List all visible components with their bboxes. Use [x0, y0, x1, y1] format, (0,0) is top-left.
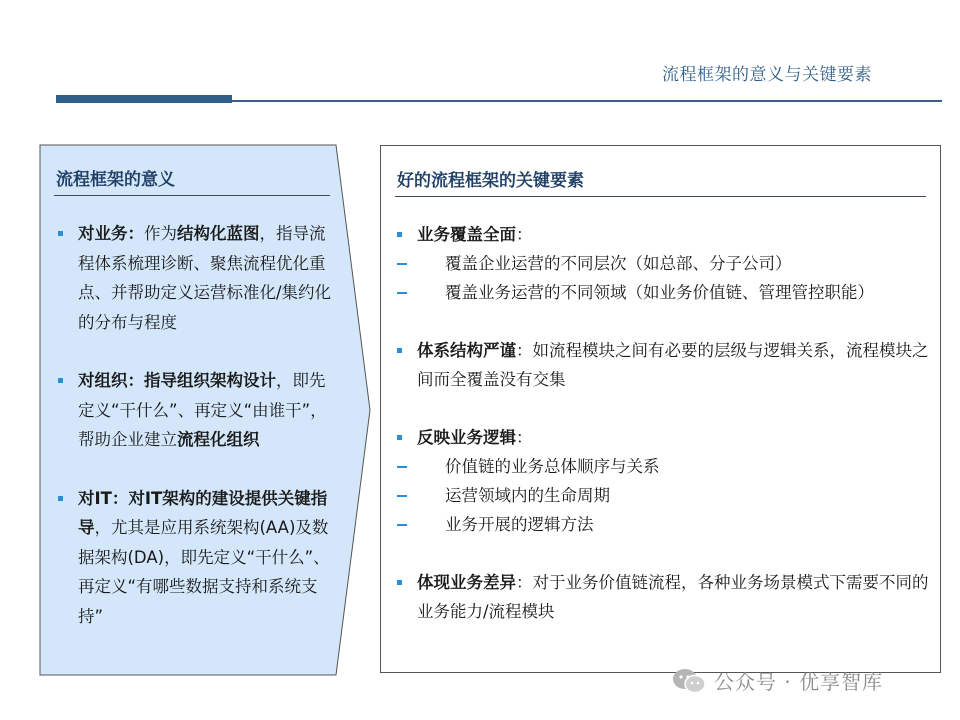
left-list-item — [56, 219, 332, 337]
item-heading — [417, 423, 935, 452]
right-panel-divider — [395, 196, 926, 197]
right-list-item — [395, 220, 935, 307]
text-run: ，尤其是应用系统架构(AA)及数据架构(DA)，即先定义“干什么”、再定义“有哪些数据支持和系统支持” — [78, 518, 330, 626]
wechat-icon — [672, 668, 706, 694]
text-run: ： — [516, 225, 533, 244]
item-heading — [417, 336, 935, 394]
square-bullet-icon — [397, 580, 402, 585]
left-panel-divider — [54, 195, 330, 196]
text-run: ，指导流程体系梳理诊断、聚焦流程优化重点、并帮助定义运营标准化/集约化的分布与程度 — [78, 224, 332, 332]
text-run: 对IT：对IT架构的建设提供关键指导 — [78, 488, 328, 537]
square-bullet-icon — [58, 231, 63, 236]
sub-item — [395, 452, 935, 481]
left-panel-list — [56, 219, 332, 660]
text-run: ： — [516, 428, 533, 447]
dash-bullet-icon — [397, 495, 407, 497]
sub-item — [395, 278, 935, 307]
sub-item — [395, 510, 935, 539]
right-panel-title: 好的流程框架的关键要素 — [397, 171, 584, 191]
square-bullet-icon — [58, 496, 63, 501]
watermark — [672, 666, 883, 695]
sub-item — [395, 481, 935, 510]
text-run: 流程化组织 — [177, 430, 260, 449]
left-panel-title: 流程框架的意义 — [56, 170, 175, 190]
right-list-item — [395, 336, 935, 394]
sub-item-text: 价值链的业务总体顺序与关系 — [445, 457, 660, 476]
dash-bullet-icon — [397, 292, 407, 294]
square-bullet-icon — [397, 232, 402, 237]
right-list-item — [395, 423, 935, 539]
text-run: ，即先定义“干什么”、再定义“由谁干”，帮助企业建立 — [78, 371, 327, 449]
sub-item-text: 覆盖企业运营的不同层次（如总部、分子公司） — [445, 254, 792, 273]
left-list-item — [56, 484, 332, 632]
sub-item-text: 覆盖业务运营的不同领域（如业务价值链、管理管控职能） — [445, 283, 874, 302]
square-bullet-icon — [58, 378, 63, 383]
text-run: 结构化蓝图 — [177, 224, 260, 243]
sub-item — [395, 249, 935, 278]
text-run: 对业务： — [78, 224, 144, 243]
text-run: 作为 — [144, 224, 177, 243]
text-run: 体现业务差异 — [417, 573, 516, 592]
page-title: 流程框架的意义与关键要素 — [662, 65, 872, 85]
text-run: ：对于业务价值链流程，各种业务场景模式下需要不同的业务能力/流程模块 — [417, 573, 929, 621]
text-run: 体系结构严谨 — [417, 341, 516, 360]
text-run: ：如流程模块之间有必要的层级与逻辑关系，流程模块之间而全覆盖没有交集 — [417, 341, 929, 389]
right-list-item — [395, 568, 935, 626]
item-heading — [417, 568, 935, 626]
dash-bullet-icon — [397, 263, 407, 265]
dash-bullet-icon — [397, 466, 407, 468]
sub-item-text: 运营领域内的生命周期 — [445, 486, 610, 505]
watermark-text: 公众号 · 优享智库 — [714, 670, 884, 694]
sub-item-text: 业务开展的逻辑方法 — [445, 515, 594, 534]
right-panel — [380, 145, 941, 673]
dash-bullet-icon — [397, 524, 407, 526]
text-run: 业务覆盖全面 — [417, 225, 516, 244]
text-run: 反映业务逻辑 — [417, 428, 516, 447]
text-run: 对组织：指导组织架构设计 — [78, 371, 276, 390]
left-panel — [40, 145, 330, 675]
square-bullet-icon — [397, 435, 402, 440]
left-list-item — [56, 366, 332, 455]
item-heading — [417, 220, 935, 249]
square-bullet-icon — [397, 348, 402, 353]
right-panel-list — [395, 220, 935, 655]
